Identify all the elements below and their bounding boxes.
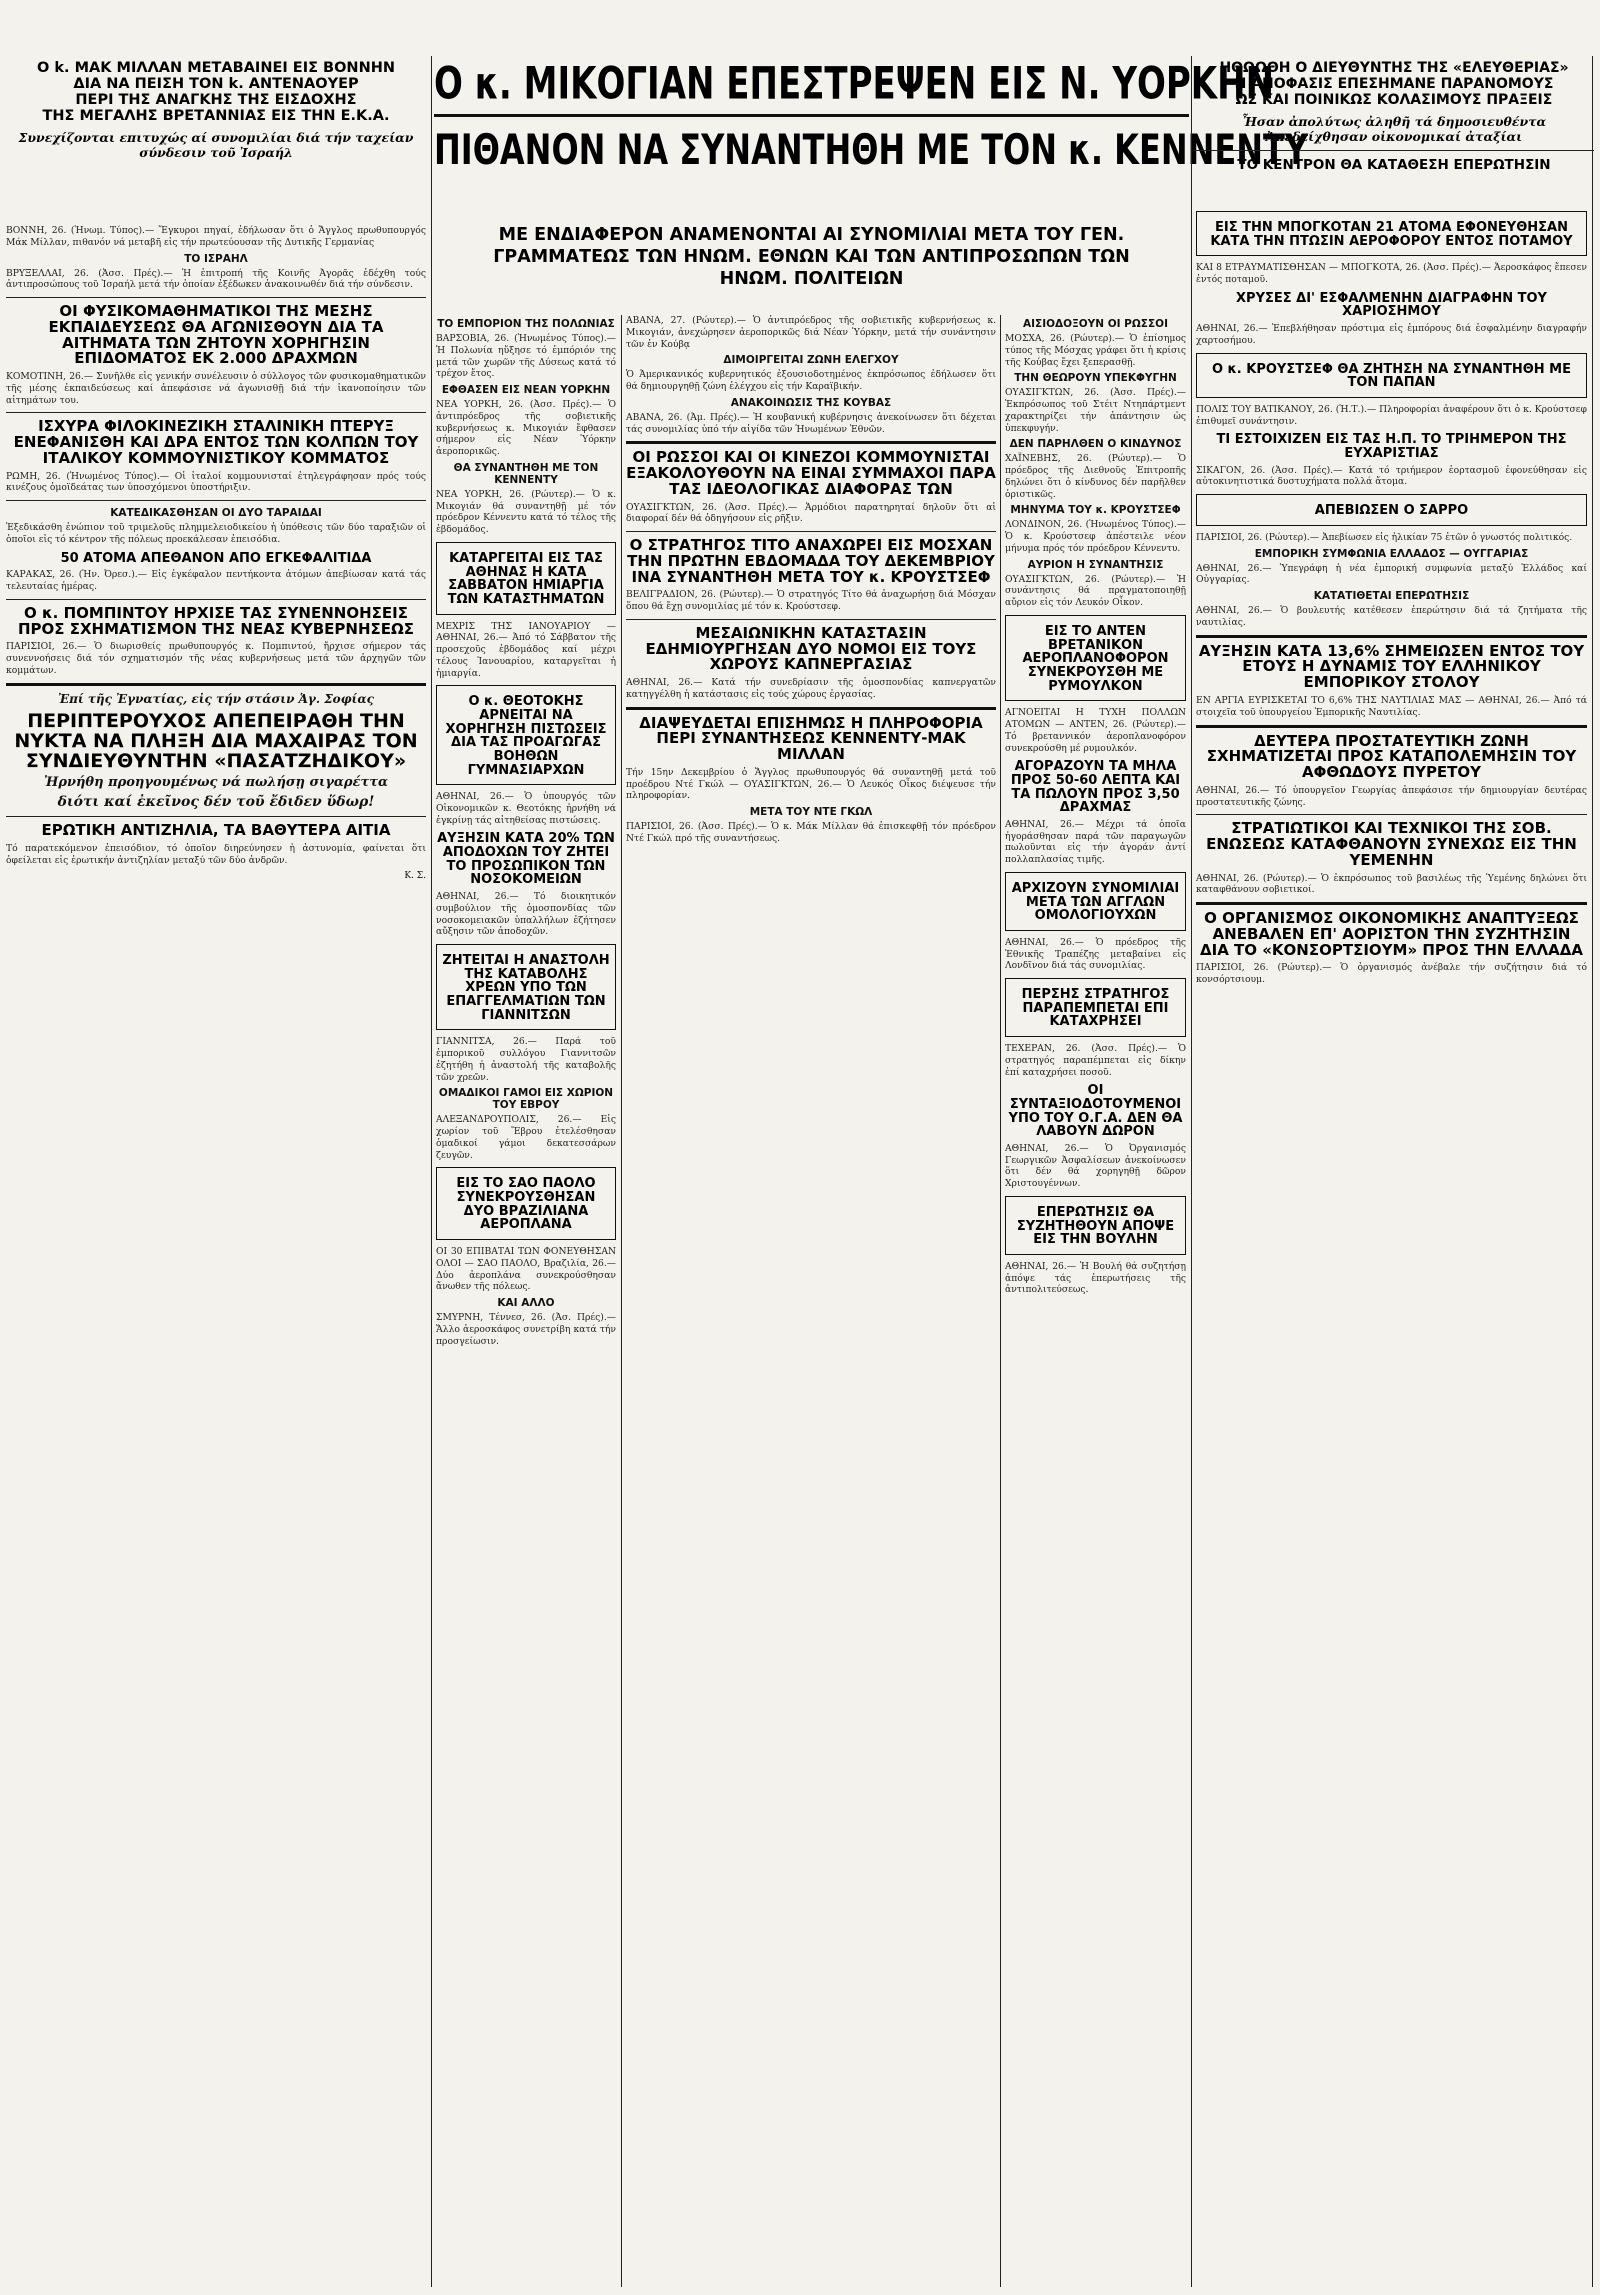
col2-item-5-head: ΑΥΞΗΣΙΝ ΚΑΤΑ 20% ΤΩΝ ΑΠΟΔΟΧΩΝ ΤΟΥ ΖΗΤΕΙ ΤΟ ΠΡΟΣΩΠΙΚΟΝ ΤΩΝ ΝΟΣΟΚΟΜΕΙΩΝ — [437, 831, 615, 888]
col1-item-3-text: Ἐξεδικάσθη ἐνώπιον τοῦ τριμελοῦς πλημμελειοδικείου ἡ ὑπόθεσις τῶν δύο ταραξιῶν οἱ ὁποῖοι εἰς τό κέντρον τῆς πόλεως προεκάλεσαν ἐπεισόδια. — [6, 522, 426, 545]
col4-item-2-head: ΔΕΝ ΠΑΡΗΛΘΕΝ Ο ΚΙΝΔΥΝΟΣ — [1009, 438, 1182, 451]
col5-item-1-head: ΧΡΥΣΕΣ ΔΙ' ΕΣΦΑΛΜΕΝΗΝ ΔΙΑΓΡΑΦΗΝ ΤΟΥ ΧΑΡΙΟΣΗΜΟΥ — [1236, 290, 1547, 320]
col3-item-3-head: Ο ΣΤΡΑΤΗΓΟΣ ΤΙΤΟ ΑΝΑΧΩΡΕΙ ΕΙΣ ΜΟΣΧΑΝ ΤΗΝ ΠΡΩΤΗΝ ΕΒΔΟΜΑΔΑ ΤΟΥ ΔΕΚΕΜΒΡΙΟΥ ΙΝΑ ΣΥΝΑΝΤΗΘΗ ΜΕΤΑ ΤΟΥ κ. ΚΡΟΥΣΤΣΕΦ — [627, 536, 995, 586]
col3-divider-2 — [626, 531, 996, 532]
col3-item-5-head: ΔΙΑΨΕΥΔΕΤΑΙ ΕΠΙΣΗΜΩΣ Η ΠΛΗΡΟΦΟΡΙΑ ΠΕΡΙ ΣΥΝΑΝΤΗΣΕΩΣ ΚΕΝΝΕΝΤΥ-ΜΑΚ ΜΙΛΛΑΝ — [639, 713, 983, 764]
col3-item-6-head: ΜΕΤΑ ΤΟΥ ΝΤΕ ΓΚΩΛ — [749, 806, 873, 819]
column-2 — [436, 315, 616, 2287]
top-right-headline-line-1: ΗΘΩΩΘΗ Ο ΔΙΕΥΘΥΝΤΗΣ ΤΗΣ «ΕΛΕΥΘΕΡΙΑΣ» — [1219, 60, 1569, 76]
top-left-headline-line-2: ΔΙΑ ΝΑ ΠΕΙΣΗ ΤΟΝ k. ΑΝΤΕΝΑΟΥΕΡ — [73, 76, 359, 92]
col5-item-3-head: ΤΙ ΕΣΤΟΙΧΙΖΕΝ ΕΙΣ ΤΑΣ Η.Π. ΤΟ ΤΡΙΗΜΕΡΟΝ ΤΗΣ ΕΥΧΑΡΙΣΤΙΑΣ — [1216, 432, 1567, 462]
col5-divider-8 — [1196, 725, 1587, 728]
col5-item-2-box — [1196, 353, 1587, 398]
col2-item-6-box — [436, 944, 616, 1030]
top-center-headline-line-2: ΠΙΘΑΝΟΝ ΝΑ ΣΥΝΑΝΤΗΘΗ ΜΕ ΤΟΝ κ. ΚΕΝΝΕΝΤΥ — [434, 125, 1309, 175]
col5-divider-10 — [1196, 902, 1587, 905]
column-rule-2a — [621, 315, 622, 2287]
col3-item-5-text: Τήν 15ην Δεκεμβρίου ὁ Ἄγγλος πρωθυπουργός θά συναντηθῇ μετά τοῦ προέδρου Ντέ Γκώλ — ΟΥΑΣΙΓΚΤΩΝ, 26.— Ὁ Λευκός Οἶκος διέψευσε τήν πληροφορίαν. — [626, 766, 996, 802]
col3-divider-4 — [626, 707, 996, 710]
col4-item-3-text: ΛΟΝΔΙΝΟΝ, 26. (Ἡνωμένος Τύπος).— Ὁ κ. Κρούστσεφ ἀπέστειλε νέον μήνυμα πρός τόν πρόεδρον Κέννεντυ. — [1005, 519, 1186, 554]
col1-item-0-text: ΒΡΥΞΕΛΛΑΙ, 26. (Ἀσσ. Πρές).— Ἡ ἐπιτροπή τῆς Κοινῆς Ἀγορᾶς ἐδέχθη τούς ἀντιπροσώπους τοῦ Ἰσραήλ μετά τήν ὁποίαν ἐξέδωκεν ἀνακοινωθέν διά τήν σύνδεσιν. — [6, 267, 426, 291]
top-left-dateline: ΒΟΝΝΗ, 26. (Ἡνωμ. Τύπος).— Ἔγκυροι πηγαί, ἐδήλωσαν ὅτι ὁ Ἄγγλος πρωθυπουργός Μάκ Μίλλαν, πιθανόν νά μεταβῆ εἰς τήν πρωτεύουσαν τῆς Δυτικῆς Γερμανίας — [6, 225, 426, 248]
col5-item-8-text: ΑΘΗΝΑΙ, 26.— Τό ὑπουργεῖον Γεωργίας ἀπεφάσισε τήν δημιουργίαν δευτέρας προστατευτικῆς ζώνης. — [1196, 784, 1587, 808]
col2-item-7-text: ΑΛΕΞΑΝΔΡΟΥΠΟΛΙΣ, 26.— Εἰς χωρίον τοῦ Ἔβρου ἐτελέσθησαν ὁμαδικοί γάμοι δεκατεσσάρων ζευγῶν. — [436, 1114, 616, 1161]
top-left-headline-line-1: Ο k. ΜΑΚ ΜΙΛΛΑΝ ΜΕΤΑΒΑΙΝΕΙ ΕΙΣ ΒΟΝΝΗΝ — [37, 60, 395, 76]
col1-story-text: Τό παρατεκόμενον ἐπεισόδιον, τό ὁποῖον διηρεύνησεν ἡ ἀστυνομία, φαίνεται ὅτι ὀφείλεται εἰς ἐρωτικήν ἀντιζηλίαν μεταξύ τῶν δύο ἀνδρῶν. — [6, 843, 426, 866]
col1-story-head: ΠΕΡΙΠΤΕΡΟΥΧΟΣ ΑΠΕΠΕΙΡΑΘΗ ΤΗΝ ΝΥΚΤΑ ΝΑ ΠΛΗΞΗ ΔΙΑ ΜΑΧΑΙΡΑΣ ΤΟΝ ΣΥΝΔΙΕΥΘΥΝΤΗΝ «ΠΑΣΑΤΖΗΔΙΚΟΥ» — [14, 709, 418, 772]
column-1 — [6, 225, 426, 2287]
col3-item-2-text: ΟΥΑΣΙΓΚΤΩΝ, 26. (Ἀσσ. Πρές).— Ἁρμόδιοι παρατηρηταί δηλοῦν ὅτι αἱ διαφοραί δέν θά ὁδηγήσουν εἰς ρῆξιν. — [626, 501, 996, 525]
column-rule-1 — [431, 56, 432, 2287]
col1-story-kicker: Ἐπί τῆς Ἐγνατίας, εἰς τήν στάσιν Ἁγ. Σοφίας — [58, 691, 374, 706]
column-3 — [626, 315, 996, 2287]
col5-item-6-text: ΑΘΗΝΑΙ, 26.— Ὁ βουλευτής κατέθεσεν ἐπερώτησιν διά τά ζητήματα τῆς ναυτιλίας. — [1196, 605, 1587, 628]
col1-item-2-text: ΡΩΜΗ, 26. (Ἡνωμένος Τύπος).— Οἱ ἰταλοί κομμουνισταί ἐτηλεγράφησαν πρός τούς κινέζους ὁμοϊδεάτας των ὑποσχόμενοι ὑποστήριξιν. — [6, 470, 426, 494]
col4-item-7-text: ΑΘΗΝΑΙ, 26.— Ὁ πρόεδρος τῆς Ἐθνικῆς Τραπέζης μεταβαίνει εἰς Λονδῖνον διά τάς συνομιλίας. — [1005, 936, 1186, 972]
top-left-headline-line-4: ΤΗΣ ΜΕΓΑΛΗΣ ΒΡΕΤΑΝΝΙΑΣ ΕΙΣ ΤΗΝ Ε.Κ.Α. — [42, 108, 390, 124]
col2-item-0-text: ΒΑΡΣΟΒΙΑ, 26. (Ἡνωμένος Τύπος).— Ἡ Πολωνία ηὔξησε τό ἐμπόριόν της μετά τῶν χωρῶν τῆς Δύσεως κατά τό τρέχον ἔτος. — [436, 333, 616, 380]
col5-divider-7 — [1196, 635, 1587, 638]
col5-item-1-text: ΑΘΗΝΑΙ, 26.— Ἐπεβλήθησαν πρόστιμα εἰς ἐμπόρους διά ἐσφαλμένην διαγραφήν χαρτοσήμου. — [1196, 323, 1587, 346]
col3-item-0-head: ΔΙΜΟΙΡΓΕΙΤΑΙ ΖΩΝΗ ΕΛΕΓΧΟΥ — [723, 354, 899, 367]
col5-item-8-head: ΔΕΥΤΕΡΑ ΠΡΟΣΤΑΤΕΥΤΙΚΗ ΖΩΝΗ ΣΧΗΜΑΤΙΖΕΤΑΙ ΠΡΟΣ ΚΑΤΑΠΟΛΕΜΗΣΙΝ ΤΟΥ ΑΦΘΩΔΟΥΣ ΠΥΡΕΤΟΥ — [1206, 731, 1577, 781]
col2-item-8-head: ΕΙΣ ΤΟ ΣΑΟ ΠΑΟΛΟ ΣΥΝΕΚΡΟΥΣΘΗΣΑΝ ΔΥΟ ΒΡΑΖΙΛΙΑΝΑ ΑΕΡΟΠΛΑΝΑ — [456, 1176, 596, 1233]
col2-item-0-head: ΤΟ ΕΜΠΟΡΙΟΝ ΤΗΣ ΠΟΛΩΝΙΑΣ — [437, 318, 615, 330]
top-left-subtitle: Συνεχίζονται επιτυχώς αί συνομιλίαι διά τήν ταχείαν σύνδεσιν τοῦ Ἰσραήλ — [18, 130, 414, 160]
col3-item-4-head: ΜΕΣΑΙΩΝΙΚΗΝ ΚΑΤΑΣΤΑΣΙΝ ΕΔΗΜΙΟΥΡΓΗΣΑΝ ΔΥΟ ΝΟΜΟΙ ΕΙΣ ΤΟΥΣ ΧΩΡΟΥΣ ΚΑΠΝΕΡΓΑΣΙΑΣ — [645, 623, 977, 674]
col3-item-1-head: ΑΝΑΚΟΙΝΩΣΙΣ ΤΗΣ ΚΟΥΒΑΣ — [730, 396, 892, 409]
col4-item-10-head: ΕΠΕΡΩΤΗΣΙΣ ΘΑ ΣΥΖΗΤΗΘΟΥΝ ΑΠΟΨΕ ΕΙΣ ΤΗΝ ΒΟΥΛΗΝ — [1016, 1204, 1175, 1248]
col5-item-0-text: ΚΑΙ 8 ΕΤΡΑΥΜΑΤΙΣΘΗΣΑΝ — ΜΠΟΓΚΟΤΑ, 26. (Ἀσσ. Πρές).— Ἀεροσκάφος ἔπεσεν ἐντός ποταμοῦ. — [1196, 262, 1587, 286]
col4-item-8-text: ΤΕΧΕΡΑΝ, 26. (Ἀσσ. Πρές).— Ὁ στρατηγός παραπέμπεται εἰς δίκην ἐπί καταχρήσει ποσοῦ. — [1005, 1043, 1186, 1078]
top-right-headline-line-2: Η ΑΠΟΦΑΣΙΣ ΕΠΕΣΗΜΑΝΕ ΠΑΡΑΝΟΜΟΥΣ — [1234, 76, 1554, 92]
top-left-headline-line-3: ΠΕΡΙ ΤΗΣ ΑΝΑΓΚΗΣ ΤΗΣ ΕΙΣΔΟΧΗΣ — [75, 92, 357, 108]
column-rule-3 — [1592, 56, 1593, 2287]
col5-item-6-head: ΚΑΤΑΤΙΘΕΤΑΙ ΕΠΕΡΩΤΗΣΙΣ — [1313, 590, 1470, 603]
col2-item-6-text: ΓΙΑΝΝΙΤΣΑ, 26.— Παρά τοῦ ἐμπορικοῦ συλλόγου Γιαννιτσῶν ἐζητήθη ἡ ἀναστολή τῆς καταβολῆς τῶν χρεῶν. — [436, 1036, 616, 1083]
col4-item-4-head: ΑΥΡΙΟΝ Η ΣΥΝΑΝΤΗΣΙΣ — [1027, 558, 1164, 571]
col5-item-3-text: ΣΙΚΑΓΟΝ, 26. (Ἀσσ. Πρές).— Κατά τό τριήμερον ἑορτασμοῦ ἐφονεύθησαν εἰς αὐτοκινητιστικά δυστυχήματα πολλά ἄτομα. — [1196, 464, 1587, 488]
col2-item-3-text: ΜΕΧΡΙΣ ΤΗΣ ΙΑΝΟΥΑΡΙΟΥ — ΑΘΗΝΑΙ, 26.— Ἀπό τό Σάββατον τῆς προσεχοῦς ἑβδομάδος καί μέχρι τέλους Ἰανουαρίου, καταργεῖται ἡ ἡμιαργία. — [436, 620, 616, 679]
center-block-dateline: ΑΒΑΝΑ, 27. (Ρώυτερ).— Ὁ ἀντιπρόεδρος τῆς σοβιετικῆς κυβερνήσεως κ. Μικογιάν, ἀνεχώρησεν ἀεροπορικῶς διά Νέαν Ὑόρκην, μετά τήν συνάντησιν τῶν ἐν Κούβᾳ — [626, 315, 996, 350]
col5-item-0-head: ΕΙΣ ΤΗΝ ΜΠΟΓΚΟΤΑΝ 21 ΑΤΟΜΑ ΕΦΟΝΕΥΘΗΣΑΝ ΚΑΤΑ ΤΗΝ ΠΤΩΣΙΝ ΑΕΡΟΦΟΡΟΥ ΕΝΤΟΣ ΠΟΤΑΜΟΥ — [1210, 220, 1573, 249]
col4-item-10-box — [1005, 1196, 1186, 1255]
col1-item-4-text: ΚΑΡΑΚΑΣ, 26. (Ἡν. Ὀρεσ.).— Εἰς ἐγκέφαλον πεντήκοντα ἀτόμων ἀπεβίωσαν κατά τάς τελευταίας ἡμέρας. — [6, 569, 426, 593]
col1-story-divider — [6, 816, 426, 817]
top-right-divider — [1194, 150, 1594, 151]
col5-item-4-head: ΑΠΕΒΙΩΣΕΝ Ο ΣΑΡΡΟ — [1314, 503, 1469, 519]
col4-item-1-text: ΟΥΑΣΙΓΚΤΩΝ, 26. (Ἀσσ. Πρές).— Ἐκπρόσωπος τοῦ Στέιτ Ντηπάρτμεντ χαρακτηρίζει τήν ἀπάντησιν ὡς ὑπεκφυγήν. — [1005, 387, 1186, 434]
col4-item-1-head: ΤΗΝ ΘΕΩΡΟΥΝ ΥΠΕΚΦΥΓΗΝ — [1014, 372, 1177, 385]
col5-item-5-text: ΑΘΗΝΑΙ, 26.— Ὑπεγράφη ἡ νέα ἐμπορική συμφωνία μεταξύ Ἑλλάδος καί Οὐγγαρίας. — [1196, 562, 1587, 586]
top-left-headline-block — [4, 60, 428, 164]
col3-item-6-text: ΠΑΡΙΣΙΟΙ, 26. (Ἀσσ. Πρές).— Ὁ κ. Μάκ Μίλλαν θά ἐπισκεφθῇ τόν πρόεδρον Ντέ Γκώλ πρό τῆς συναντήσεως. — [626, 821, 996, 845]
col4-item-9-text: ΑΘΗΝΑΙ, 26.— Ὁ Ὀργανισμός Γεωργικῶν Ἀσφαλίσεων ἀνεκοίνωσεν ὅτι δέν θά χορηγηθῇ δῶρον Χριστουγέννων. — [1005, 1142, 1186, 1190]
col5-item-2-head: Ο κ. ΚΡΟΥΣΤΣΕΦ ΘΑ ΖΗΤΗΣΗ ΝΑ ΣΥΝΑΝΤΗΘΗ ΜΕ ΤΟΝ ΠΑΠΑΝ — [1211, 361, 1571, 391]
col1-item-1-text: ΚΟΜΟΤΙΝΗ, 26.— Συνῆλθε εἰς γενικήν συνέλευσιν ὁ σύλλογος τῶν φυσικομαθηματικῶν τῆς μέσης ἐκπαιδεύσεως καί ἀπεφάσισε νά ἀγωνισθῇ διά τήν ἱκανοποίησιν τῶν αἰτημάτων του. — [6, 371, 426, 406]
top-center-headline-line-1: Ο κ. ΜΙΚΟΓΙΑΝ ΕΠΕΣΤΡΕΨΕΝ ΕΙΣ Ν. ΥΟΡΚΗΝ — [434, 58, 1275, 110]
col1-item-2-head: ΙΣΧΥΡΑ ΦΙΛΟΚΙΝΕΖΙΚΗ ΣΤΑΛΙΝΙΚΗ ΠΤΕΡΥΞ ΕΝΕΦΑΝΙΣΘΗ ΚΑΙ ΔΡΑ ΕΝΤΟΣ ΤΩΝ ΚΟΛΠΩΝ ΤΟΥ ΙΤΑΛΙΚΟΥ ΚΟΜΜΟΥΝΙΣΤΙΚΟΥ ΚΟΜΜΑΤΟΣ — [13, 417, 419, 467]
col5-item-2-text: ΠΟΛΙΣ ΤΟΥ ΒΑΤΙΚΑΝΟΥ, 26. (Ἡ.Τ.).— Πληροφορίαι ἀναφέρουν ὅτι ὁ κ. Κρούστσεφ ἐπιθυμεῖ συνάντησιν. — [1196, 403, 1587, 427]
col2-item-9-head: ΚΑΙ ΑΛΛΟ — [497, 1297, 555, 1310]
column-4 — [1005, 315, 1186, 2287]
col4-item-6-text: ΑΘΗΝΑΙ, 26.— Μέχρι τά ὁποῖα ἠγοράσθησαν παρά τῶν παραγωγῶν πωλοῦνται εἰς τήν ἀγοράν ἀντί πολλαπλασίας τιμῆς. — [1005, 818, 1186, 866]
col2-item-4-text: ΑΘΗΝΑΙ, 26.— Ὁ ὑπουργός τῶν Οἰκονομικῶν κ. Θεοτόκης ἠρνήθη νά ἐγκρίνῃ τάς αἰτηθείσας πιστώσεις. — [436, 791, 616, 826]
col4-item-7-head: ΑΡΧΙΖΟΥΝ ΣΥΝΟΜΙΛΙΑΙ ΜΕΤΑ ΤΩΝ ΑΓΓΛΩΝ ΟΜΟΛΟΓΙΟΥΧΩΝ — [1011, 880, 1180, 924]
col5-item-9-head: ΣΤΡΑΤΙΩΤΙΚΟΙ ΚΑΙ ΤΕΧΝΙΚΟΙ ΤΗΣ ΣΟΒ. ΕΝΩΣΕΩΣ ΚΑΤΑΦΘΑΝΟΥΝ ΣΥΝΕΧΩΣ ΕΙΣ ΤΗΝ ΥΕΜΕΝΗΝ — [1206, 819, 1577, 869]
center-block-headline — [434, 225, 1189, 291]
col5-item-10-head: Ο ΟΡΓΑΝΙΣΜΟΣ ΟΙΚΟΝΟΜΙΚΗΣ ΑΝΑΠΤΥΞΕΩΣ ΑΝΕΒΑΛΕΝ ΕΠ' ΑΟΡΙΣΤΟΝ ΤΗΝ ΣΥΖΗΤΗΣΙΝ ΔΙΑ ΤΟ «ΚΟΝΣΟΡΤΣΙΟΥΜ» ΠΡΟΣ ΤΗΝ ΕΛΛΑΔΑ — [1200, 909, 1583, 959]
column-5 — [1196, 205, 1587, 2287]
col4-item-10-text: ΑΘΗΝΑΙ, 26.— Ἡ Βουλή θά συζητήσῃ ἀπόψε τάς ἐπερωτήσεις τῆς ἀντιπολιτεύσεως. — [1005, 1260, 1186, 1296]
col2-item-8-box — [436, 1167, 616, 1240]
col2-item-4-box — [436, 685, 616, 785]
col5-item-10-text: ΠΑΡΙΣΙΟΙ, 26. (Ρώυτερ).— Ὁ ὀργανισμός ἀνέβαλε τήν συζήτησιν διά τό κονσόρτσιουμ. — [1196, 962, 1587, 986]
col4-item-5-text: ΑΓΝΟΕΙΤΑΙ Η ΤΥΧΗ ΠΟΛΛΩΝ ΑΤΟΜΩΝ — ΑΝΤΕΝ, 26. (Ρώυτερ).— Τό βρεταννικόν ἀεροπλανοφόρον συνεκρούσθη μέ ρυμουλκόν. — [1005, 707, 1186, 754]
col4-item-7-box — [1005, 872, 1186, 931]
col1-item-5-text: ΠΑΡΙΣΙΟΙ, 26.— Ὁ διωρισθείς πρωθυπουργός κ. Πομπιντού, ἤρχισε σήμερον τάς συνεννοήσεις διά τόν σχηματισμόν τῆς νέας κυβερνήσεως μετά τῶν ἀρχηγῶν τῶν κομμάτων. — [6, 641, 426, 676]
col4-item-0-head: ΑΙΣΙΟΔΟΞΟΥΝ ΟΙ ΡΩΣΣΟΙ — [1023, 318, 1168, 330]
top-right-headline-line-3: ΩΣ ΚΑΙ ΠΟΙΝΙΚΩΣ ΚΟΛΑΣΙΜΟΥΣ ΠΡΑΞΕΙΣ — [1235, 92, 1553, 108]
col1-item-4-head: 50 ΑΤΟΜΑ ΑΠΕΘΑΝΟΝ ΑΠΟ ΕΓΚΕΦΑΛΙΤΙΔΑ — [60, 550, 372, 566]
col4-item-3-head: ΜΗΝΥΜΑ ΤΟΥ κ. ΚΡΟΥΣΤΣΕΦ — [1010, 504, 1181, 517]
col1-divider-1 — [6, 412, 426, 413]
col4-item-0-text: ΜΟΣΧΑ, 26. (Ρώυτερ).— Ὁ ἐπίσημος τύπος τῆς Μόσχας γράφει ὅτι ἡ κρίσις τῆς Κούβας ἔχει ξεπερασθῇ. — [1005, 333, 1186, 368]
col2-item-9-text: ΣΜΥΡΝΗ, Τέννεσ, 26. (Ἀσ. Πρές).— Ἄλλο ἀεροσκάφος συνετρίβη κατά τήν προσγείωσιν. — [436, 1312, 616, 1347]
col1-item-0-head: ΤΟ ΙΣΡΑΗΛ — [184, 252, 248, 265]
col5-item-7-text: ΕΝ ΑΡΓΙΑ ΕΥΡΙΣΚΕΤΑΙ ΤΟ 6,6% ΤΗΣ ΝΑΥΤΙΛΙΑΣ ΜΑΣ — ΑΘΗΝΑΙ, 26.— Ἀπό τά στοιχεῖα τοῦ ὑπουργείου Ἐμπορικῆς Ναυτιλίας. — [1196, 694, 1587, 718]
col4-item-9-head: ΟΙ ΣΥΝΤΑΞΙΟΔΟΤΟΥΜΕΝΟΙ ΥΠΟ ΤΟΥ Ο.Γ.Α. ΔΕΝ ΘΑ ΛΑΒΟΥΝ ΔΩΡΟΝ — [1008, 1083, 1183, 1140]
col4-item-8-head: ΠΕΡΣΗΣ ΣΤΡΑΤΗΓΟΣ ΠΑΡΑΠΕΜΠΕΤΑΙ ΕΠΙ ΚΑΤΑΧΡΗΣΕΙ — [1021, 987, 1170, 1030]
col5-item-7-head: ΑΥΞΗΣΙΝ ΚΑΤΑ 13,6% ΣΗΜΕΙΩΣΕΝ ΕΝΤΟΣ ΤΟΥ ΕΤΟΥΣ Η ΔΥΝΑΜΙΣ ΤΟΥ ΕΛΛΗΝΙΚΟΥ ΕΜΠΟΡΙΚΟΥ ΣΤΟΛΟΥ — [1198, 641, 1585, 692]
col5-item-9-text: ΑΘΗΝΑΙ, 26. (Ρώυτερ).— Ὁ ἐκπρόσωπος τοῦ βασιλέως τῆς Ὑεμένης δηλώνει ὅτι καταφθάνουν σοβιετικοί. — [1196, 872, 1587, 896]
col2-item-7-head: ΟΜΑΔΙΚΟΙ ΓΑΜΟΙ ΕΙΣ ΧΩΡΙΟΝ ΤΟΥ ΕΒΡΟΥ — [438, 1087, 614, 1112]
col1-divider-4 — [6, 599, 426, 600]
col3-divider-3 — [626, 619, 996, 620]
col1-story-head2: ΕΡΩΤΙΚΗ ΑΝΤΙΖΗΛΙΑ, ΤΑ ΒΑΘΥΤΕΡΑ ΑΙΤΙΑ — [41, 821, 391, 840]
col5-item-4-text: ΠΑΡΙΣΙΟΙ, 26. (Ρώυτερ).— Ἀπεβίωσεν εἰς ἡλικίαν 75 ἐτῶν ὁ γνωστός πολιτικός. — [1196, 531, 1573, 543]
col4-item-5-head: ΕΙΣ ΤΟ ΑΝΤΕΝ ΒΡΕΤΑΝΙΚΟΝ ΑΕΡΟΠΛΑΝΟΦΟΡΟΝ ΣΥΝΕΚΡΟΥΣΘΗ ΜΕ ΡΥΜΟΥΛΚΟΝ — [1022, 624, 1169, 694]
col4-item-5-box — [1005, 615, 1186, 701]
top-center-divider — [434, 114, 1189, 117]
col3-item-2-head: ΟΙ ΡΩΣΣΟΙ ΚΑΙ ΟΙ ΚΙΝΕΖΟΙ ΚΟΜΜΟΥΝΙΣΤΑΙ ΕΞΑΚΟΛΟΥΘΟΥΝ ΝΑ ΕΙΝΑΙ ΣΥΜΜΑΧΟΙ ΠΑΡΑ ΤΑΣ ΙΔΕΟΛΟΓΙΚΑΣ ΔΙΑΦΟΡΑΣ ΤΩΝ — [626, 448, 996, 498]
col1-divider-0 — [6, 297, 426, 298]
col5-divider-9 — [1196, 814, 1587, 815]
col4-item-8-box — [1005, 978, 1186, 1037]
col5-item-5-head: ΕΜΠΟΡΙΚΗ ΣΥΜΦΩΝΙΑ ΕΛΛΑΔΟΣ — ΟΥΓΓΑΡΙΑΣ — [1254, 547, 1529, 560]
col4-item-6-head: ΑΓΟΡΑΖΟΥΝ ΤΑ ΜΗΛΑ ΠΡΟΣ 50-60 ΛΕΠΤΑ ΚΑΙ ΤΑ ΠΩΛΟΥΝ ΠΡΟΣ 3,50 ΔΡΑΧΜΑΣ — [1010, 759, 1181, 816]
top-right-headline-block — [1194, 60, 1594, 173]
col2-item-5-text: ΑΘΗΝΑΙ, 26.— Τό διοικητικόν συμβούλιον τῆς ὁμοσπονδίας τῶν νοσοκομειακῶν ὑπαλλήλων ἐζήτησεν αὔξησιν τῶν ἀποδοχῶν. — [436, 891, 616, 938]
col2-item-3-box — [436, 542, 616, 615]
col3-item-1-text: ΑΒΑΝΑ, 26. (Ἀμ. Πρές).— Ἡ κουβανική κυβέρνησις ἀνεκοίνωσεν ὅτι δέχεται τάς συνομιλίας ὑπό τήν αἰγίδα τῶν Ἡνωμένων Ἐθνῶν. — [626, 411, 996, 435]
col4-item-2-text: ΧΑΪΝΕΒΗΣ, 26. (Ρώυτερ).— Ὁ πρόεδρος τῆς Διεθνοῦς Ἐπιτροπῆς δηλώνει ὅτι ὁ κίνδυνος δέν παρῆλθεν ὁριστικῶς. — [1005, 453, 1186, 500]
col1-item-1-head: ΟΙ ΦΥΣΙΚΟΜΑΘΗΜΑΤΙΚΟΙ ΤΗΣ ΜΕΣΗΣ ΕΚΠΑΙΔΕΥΣΕΩΣ ΘΑ ΑΓΩΝΙΣΘΟΥΝ ΔΙΑ ΤΑ ΑΙΤΗΜΑΤΑ ΤΩΝ ΖΗΤΟΥΝ ΧΟΡΗΓΗΣΙΝ ΕΠΙΔΟΜΑΤΟΣ ΕΚ 2.000 ΔΡΑΧΜΩΝ — [48, 302, 384, 368]
col5-item-4-box — [1196, 494, 1587, 526]
top-center-headline-block — [434, 58, 1309, 175]
col1-divider-2 — [6, 500, 426, 501]
col1-item-5-head: Ο κ. ΠΟΜΠΙΝΤΟΥ ΗΡΧΙΣΕ ΤΑΣ ΣΥΝΕΝΝΟΗΣΕΙΣ ΠΡΟΣ ΣΧΗΜΑΤΙΣΜΟΝ ΤΗΣ ΝΕΑΣ ΚΥΒΕΡΝΗΣΕΩΣ — [17, 603, 415, 638]
col2-item-8-text: ΟΙ 30 ΕΠΙΒΑΤΑΙ ΤΩΝ ΦΟΝΕΥΘΗΣΑΝ ΟΛΟΙ — ΣΑΟ ΠΑΟΛΟ, Βραζιλία, 26.— Δύο ἀεροπλάνα συνεκρούσθησαν ἄνωθεν τῆς πόλεως. — [436, 1246, 616, 1293]
col1-story-signature: Κ. Σ. — [404, 870, 426, 881]
col2-item-1-text: ΝΕΑ ΥΟΡΚΗ, 26. (Ἀσσ. Πρές).— Ὁ ἀντιπρόεδρος τῆς σοβιετικῆς κυβερνήσεως κ. Μικογιάν ἔφθασεν σήμερον εἰς Νέαν Ὑόρκην ἀεροπορικῶς. — [436, 399, 616, 458]
col3-divider-1 — [626, 441, 996, 444]
column-rule-3a — [1000, 315, 1001, 2287]
col1-story-sub2: διότι καί ἐκεῖνος δέν τοῦ ἔδιδεν ὕδωρ! — [57, 794, 375, 811]
col2-item-3-head: ΚΑΤΑΡΓΕΙΤΑΙ ΕΙΣ ΤΑΣ ΑΘΗΝΑΣ Η ΚΑΤΑ ΣΑΒΒΑΤΟΝ ΗΜΙΑΡΓΙΑ ΤΩΝ ΚΑΤΑΣΤΗΜΑΤΩΝ — [447, 550, 605, 607]
col3-item-0-text: Ὁ Ἀμερικανικός κυβερνητικός ἐξουσιοδοτημένος ἐκπρόσωπος ἐδήλωσεν ὅτι θά δημιουργηθῇ ζώνη ἐλέγχου εἰς τήν Καραϊβικήν. — [626, 369, 996, 393]
column-rule-2 — [1191, 56, 1192, 2287]
col1-divider-5 — [6, 683, 426, 686]
col2-item-6-head: ΖΗΤΕΙΤΑΙ Η ΑΝΑΣΤΟΛΗ ΤΗΣ ΚΑΤΑΒΟΛΗΣ ΧΡΕΩΝ ΥΠΟ ΤΩΝ ΕΠΑΓΓΕΛΜΑΤΙΩΝ ΤΩΝ ΓΙΑΝΝΙΤΣΩΝ — [442, 953, 610, 1023]
col3-item-3-text: ΒΕΛΙΓΡΑΔΙΟΝ, 26. (Ρώυτερ).— Ὁ στρατηγός Τίτο θά ἀναχωρήσῃ διά Μόσχαν ὅπου θά ἔχῃ συνομιλίας μέ τόν κ. Κρούστσεφ. — [626, 589, 996, 613]
col5-item-0-box — [1196, 211, 1587, 256]
col1-item-3-head: ΚΑΤΕΔΙΚΑΣΘΗΣΑΝ ΟΙ ΔΥΟ ΤΑΡΑΙΔΑΙ — [110, 507, 322, 520]
col3-item-4-text: ΑΘΗΝΑΙ, 26.— Κατά τήν συνεδρίασιν τῆς ὁμοσπονδίας καπνεργατῶν κατηγγέλθη ἡ κατάστασις εἰς τούς χώρους ἐργασίας. — [626, 677, 996, 700]
col2-item-1-head: ΕΦΘΑΣΕΝ ΕΙΣ ΝΕΑΝ ΥΟΡΚΗΝ — [441, 384, 611, 397]
center-block-title: ΜΕ ΕΝΔΙΑΦΕΡΟΝ ΑΝΑΜΕΝΟΝΤΑΙ ΑΙ ΣΥΝΟΜΙΛΙΑΙ ΜΕΤΑ ΤΟΥ ΓΕΝ. ΓΡΑΜΜΑΤΕΩΣ ΤΩΝ ΗΝΩΜ. ΕΘΝΩΝ ΚΑΙ ΤΩΝ ΑΝΤΙΠΡΟΣΩΠΩΝ ΤΩΝ ΗΝΩΜ. ΠΟΛΙΤΕΙΩΝ — [493, 225, 1130, 289]
col1-story-sub1: Ἠρνήθη προηγουμένως νά πωλήσῃ σιγαρέττα — [44, 775, 388, 791]
top-right-subtitle: Ἦσαν ἀπολύτως ἀληθῆ τά δημοσιευθέντα Ἀπεδείχθησαν οἰκονομικαί ἀταξίαι — [1241, 114, 1547, 144]
col2-item-4-head: Ο κ. ΘΕΟΤΟΚΗΣ ΑΡΝΕΙΤΑΙ ΝΑ ΧΟΡΗΓΗΣΗ ΠΙΣΤΩΣΕΙΣ ΔΙΑ ΤΑΣ ΠΡΟΑΓΩΓΑΣ ΒΟΗΘΩΝ ΓΥΜΝΑΣΙΑΡΧΩΝ — [445, 694, 607, 778]
col2-item-2-head: ΘΑ ΣΥΝΑΝΤΗΘΗ ΜΕ ΤΟΝ ΚΕΝΝΕΝΤΥ — [453, 461, 599, 486]
col4-item-4-text: ΟΥΑΣΙΓΚΤΩΝ, 26. (Ρώυτερ).— Ἡ συνάντησις θά πραγματοποιηθῇ αὔριον εἰς τόν Λευκόν Οἶκον. — [1005, 573, 1186, 609]
col2-item-2-text: ΝΕΑ ΥΟΡΚΗ, 26. (Ρώυτερ).— Ὁ κ. Μικογιάν θά συναντηθῇ μέ τόν πρόεδρον Κέννεντυ κατά τό τέλος τῆς ἑβδομάδος. — [436, 488, 616, 536]
top-right-headline-2: ΤΟ ΚΕΝΤΡΟΝ ΘΑ ΚΑΤΑΘΕΣΗ ΕΠΕΡΩΤΗΣΙΝ — [1237, 157, 1551, 173]
